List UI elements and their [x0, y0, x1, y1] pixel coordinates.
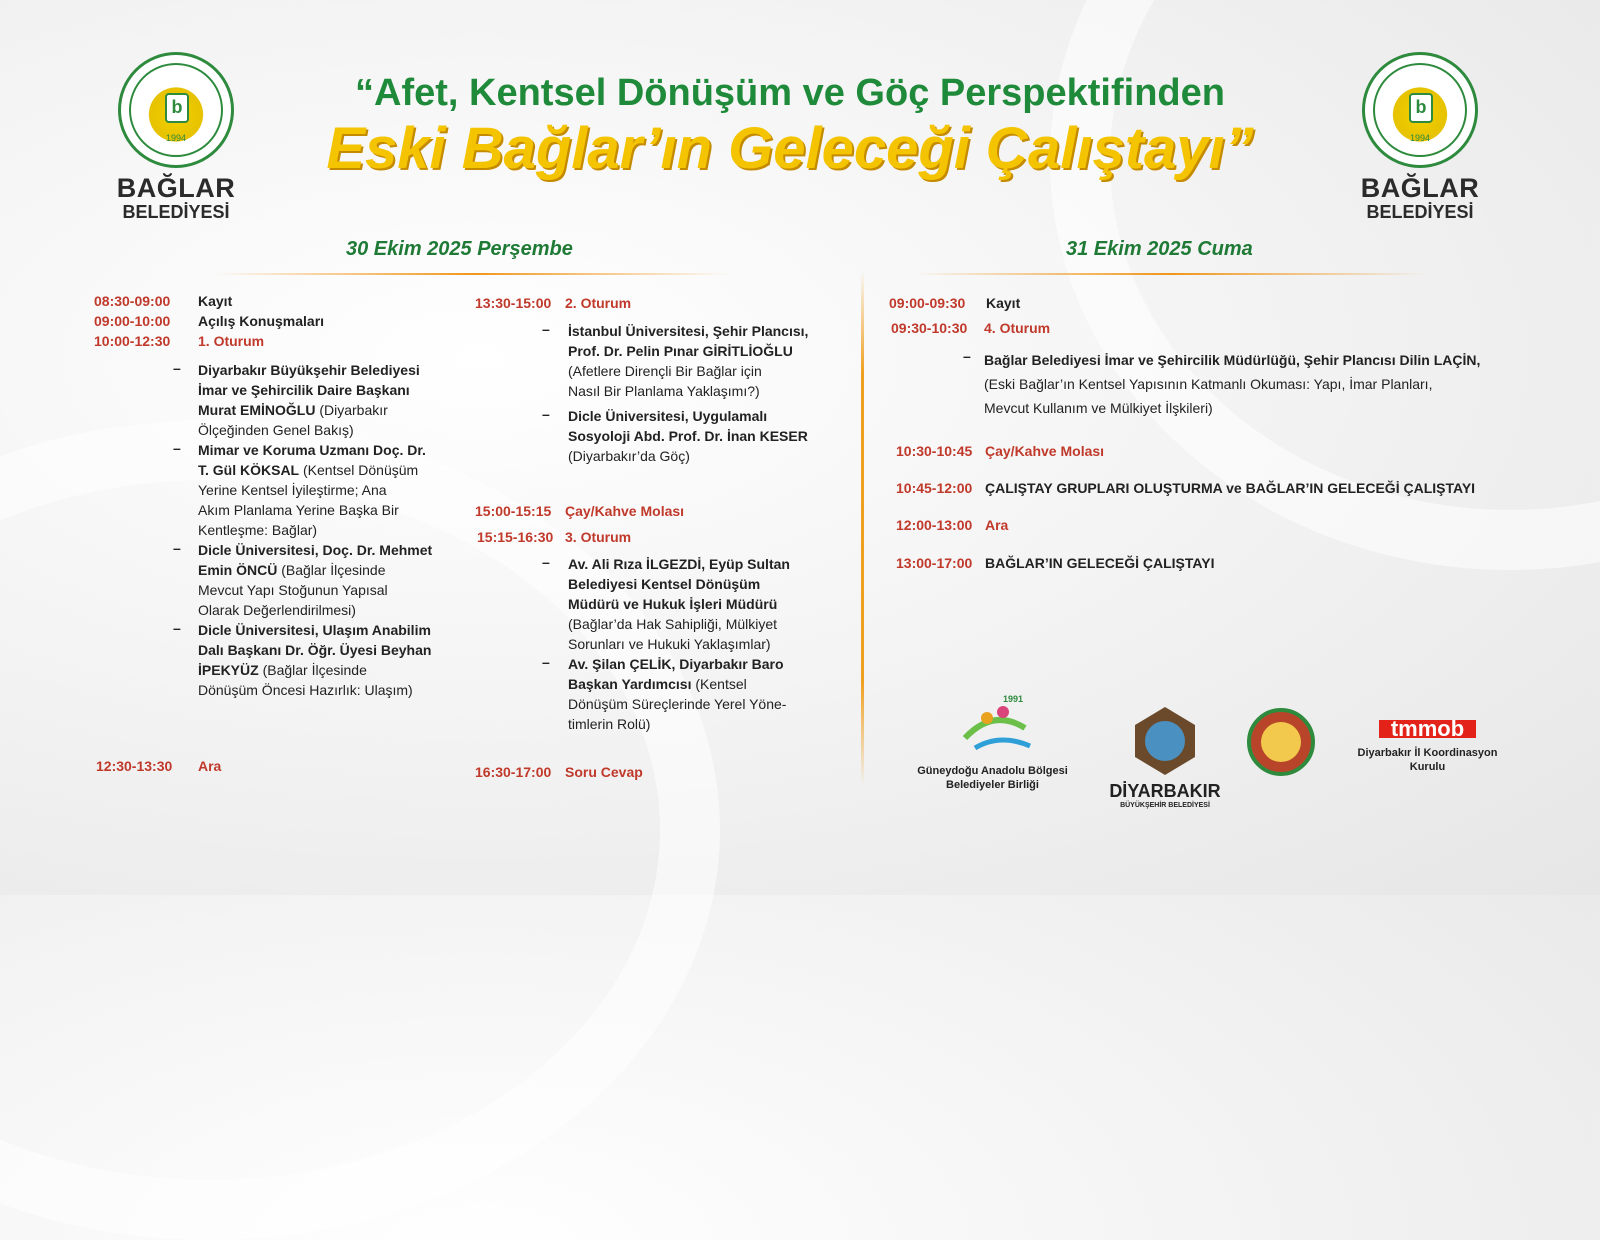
day1-rule — [215, 273, 730, 275]
bullet-dash: – — [542, 654, 550, 670]
bullet-dash: – — [542, 321, 550, 337]
schedule-time: 15:15-16:30 — [477, 529, 554, 545]
schedule-time: 09:00-09:30 — [889, 295, 966, 311]
talk-item: Dicle Üniversitesi, Uygulamalı Sosyoloji Abd. Prof. Dr. İnan KESER (Diyarbakır’da Göç) — [568, 408, 808, 464]
talk-item: Diyarbakır Büyükşehir Belediyesi İmar ve Şehircilik Daire Başkanı Murat EMİNOĞLU (Diyarbakır Ölçeğinden Genel Bakış) — [198, 362, 420, 438]
event-title-line2: Eski Bağlar’ın Geleceği Çalıştayı” — [326, 116, 1254, 181]
bullet-dash: – — [173, 440, 181, 456]
baglar-seal-icon: b 1994 — [1362, 52, 1478, 168]
day2-rule — [913, 273, 1428, 275]
baglar-seal-icon: b 1994 — [118, 52, 234, 168]
dbb-subname: BÜYÜKŞEHİR BELEDİYESİ — [1120, 802, 1210, 809]
dbb-name: DİYARBAKIR — [1109, 781, 1221, 801]
schedule-label: BAĞLAR’IN GELECEĞİ ÇALIŞTAYI — [985, 555, 1215, 571]
schedule-label: ÇALIŞTAY GRUPLARI OLUŞTURMA ve BAĞLAR’IN GELECEĞİ ÇALIŞTAYI — [985, 480, 1476, 496]
schedule-label: 3. Oturum — [565, 529, 632, 545]
schedule-time: 08:30-09:00 — [94, 293, 171, 309]
schedule-label: 1. Oturum — [198, 333, 265, 349]
schedule-label: 2. Oturum — [565, 295, 632, 311]
day1-title: 30 Ekim 2025 Perşembe — [346, 238, 573, 260]
schedule-label: Ara — [985, 517, 1009, 533]
logo-name: BAĞLAR — [116, 173, 236, 203]
baglar-logo-right — [1350, 52, 1490, 222]
schedule-label: Açılış Konuşmaları — [198, 313, 325, 329]
tmmob-logo — [1340, 716, 1515, 774]
schedule-time: 09:00-10:00 — [94, 313, 171, 329]
bullet-dash: – — [542, 554, 550, 570]
schedule-time: 10:00-12:30 — [94, 333, 171, 349]
tmmob-line1: Diyarbakır İl Koordinasyon — [1357, 747, 1498, 759]
schedule-time: 10:30-10:45 — [896, 443, 973, 459]
schedule-time: 12:30-13:30 — [96, 758, 173, 774]
schedule-label: Kayıt — [986, 295, 1021, 311]
schedule-label: Soru Cevap — [565, 764, 643, 780]
schedule-label: Kayıt — [198, 293, 233, 309]
talk-item: Dicle Üniversitesi, Doç. Dr. Mehmet Emin ÖNCÜ (Bağlar İlçesinde Mevcut Yapı Stoğunun Yapısal Olarak Değerlendirilmesi) — [198, 542, 433, 618]
bullet-dash: – — [963, 348, 971, 364]
gab-name-line2: Belediyeler Birliği — [946, 779, 1039, 791]
tmmob-wordmark: tmmob — [1379, 720, 1476, 738]
baglar-logo-left — [106, 52, 246, 222]
gab-emblem-icon — [945, 688, 1041, 760]
bullet-dash: – — [173, 540, 181, 556]
schedule-time: 12:00-13:00 — [896, 517, 973, 533]
logo-subname: BELEDİYESİ — [1366, 202, 1474, 222]
talk-item: Dicle Üniversitesi, Ulaşım Anabilim Dalı Başkanı Dr. Öğr. Üyesi Beyhan İPEKYÜZ (Bağlar İlçesinde Dönüşüm Öncesi Hazırlık: Ulaşım) — [198, 622, 432, 698]
logo-subname: BELEDİYESİ — [122, 202, 230, 222]
dbb-emblem-icon — [1129, 705, 1201, 777]
baro-logo — [1245, 708, 1317, 776]
schedule-time: 13:00-17:00 — [896, 555, 973, 571]
schedule-label: Çay/Kahve Molası — [985, 443, 1105, 459]
logo-name: BAĞLAR — [1360, 173, 1480, 203]
bullet-dash: – — [542, 406, 550, 422]
gab-name-line1: Güneydoğu Anadolu Bölgesi — [917, 765, 1068, 777]
schedule-time: 10:45-12:00 — [896, 480, 973, 496]
talk-item: Bağlar Belediyesi İmar ve Şehircilik Müdürlüğü, Şehir Plancısı Dilin LAÇİN, (Eski Bağlar’ın Kentsel Yapısının Katmanlı Okuması: Yapı, İmar Planları, Mevcut Kullanım ve Mülkiyet İlşkileri) — [984, 352, 1481, 416]
schedule-time: 13:30-15:00 — [475, 295, 552, 311]
schedule-time: 16:30-17:00 — [475, 764, 552, 780]
event-title-line1: “Afet, Kentsel Dönüşüm ve Göç Perspektifinden — [355, 72, 1225, 114]
bullet-dash: – — [173, 360, 181, 376]
talk-item: Av. Şilan ÇELİK, Diyarbakır Baro Başkan Yardımcısı (Kentsel Dönüşüm Süreçlerinde Yerel Yöne- timlerin Rolü) — [568, 656, 787, 732]
schedule-time: 15:00-15:15 — [475, 503, 552, 519]
schedule-label: Ara — [198, 758, 222, 774]
schedule-label: 4. Oturum — [984, 320, 1051, 336]
day2-title: 31 Ekim 2025 Cuma — [1066, 238, 1253, 260]
tmmob-line2: Kurulu — [1409, 761, 1446, 773]
talk-item: Av. Ali Rıza İLGEZDİ, Eyüp Sultan Belediyesi Kentsel Dönüşüm Müdürü ve Hukuk İşleri Müdürü (Bağlar’da Hak Sahipliği, Mülkiyet Sorunları ve Hukuki Yaklaşımlar) — [568, 556, 790, 652]
bullet-dash: – — [173, 620, 181, 636]
baro-seal-icon — [1247, 708, 1315, 776]
talk-item: İstanbul Üniversitesi, Şehir Plancısı, Prof. Dr. Pelin Pınar GİRİTLİOĞLU (Afetlere Dirençli Bir Bağlar için Nasıl Bir Planlama Yaklaşımı?) — [568, 323, 809, 399]
gab-logo — [900, 688, 1085, 792]
schedule-label: Çay/Kahve Molası — [565, 503, 685, 519]
schedule-time: 09:30-10:30 — [891, 320, 968, 336]
svg-text:1991: 1991 — [1002, 694, 1023, 704]
dbb-logo — [1100, 705, 1230, 810]
column-divider — [861, 270, 864, 785]
talk-item: Mimar ve Koruma Uzmanı Doç. Dr. T. Gül KÖKSAL (Kentsel Dönüşüm Yerine Kentsel İyileştirme; Ana Akım Planlama Yerine Başka Bir Kentleşme: Bağlar) — [198, 442, 426, 538]
